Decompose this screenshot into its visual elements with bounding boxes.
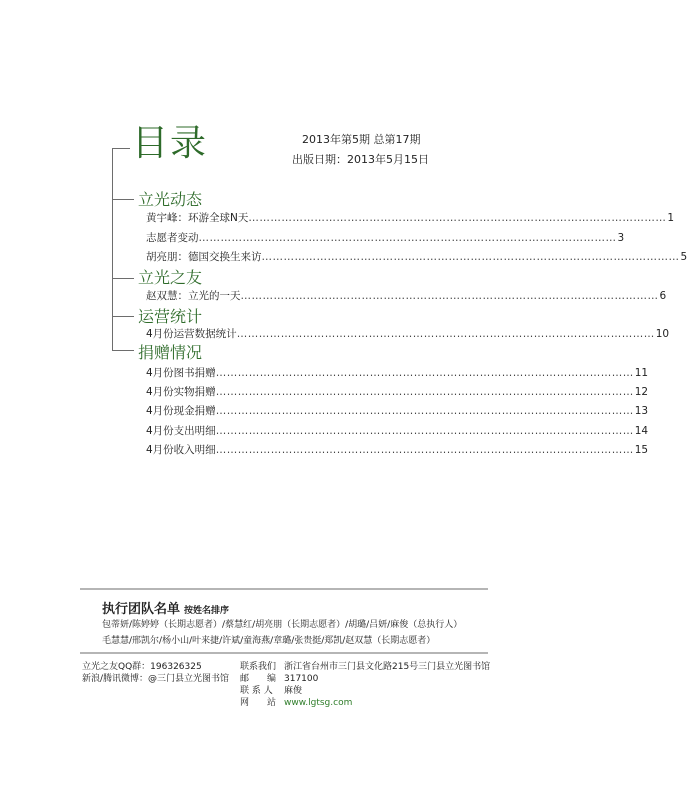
toc-entry-page: 10	[655, 328, 670, 340]
postcode-value: 317100	[284, 674, 319, 684]
section-heading: 运营统计	[138, 307, 203, 326]
toc-entry-title: 4月份支出明细	[146, 425, 216, 437]
toc-entry[interactable]	[146, 404, 649, 418]
section-tick	[112, 316, 134, 317]
toc-entry[interactable]	[146, 443, 649, 457]
team-list-line: 包蒂妍/陈婷婷（长期志愿者）/蔡慧红/胡亮朋（长期志愿者）/胡璐/吕妍/麻俊（总执行人）	[102, 620, 463, 630]
contact-label: 联系我们	[240, 662, 277, 672]
divider	[80, 588, 488, 590]
postcode-label: 邮 编	[240, 674, 277, 684]
toc-leader-dots: ……………………………………………………………………………………………………	[236, 328, 655, 340]
section-tick	[112, 278, 134, 279]
toc-leader-dots: ……………………………………………………………………………………………………	[215, 444, 634, 456]
toc-entry[interactable]	[146, 424, 649, 438]
publish-date: 出版日期：2013年5月15日	[292, 153, 429, 166]
toc-entry-title: 黄宇峰：环游全球N天	[146, 212, 249, 224]
contact-person-value: 麻俊	[284, 686, 303, 696]
toc-entry[interactable]	[146, 385, 649, 399]
toc-entry-page: 13	[634, 405, 649, 417]
weibo: 新浪/腾讯微博：@三门县立光图书馆	[82, 674, 230, 684]
toc-entry-title: 4月份现金捐赠	[146, 405, 216, 417]
toc-entry-page: 3	[617, 232, 625, 244]
toc-entry-page: 1	[667, 212, 675, 224]
toc-entry-page: 14	[634, 425, 649, 437]
contact-person-label: 联 系 人	[240, 686, 273, 696]
toc-leader-dots: ……………………………………………………………………………………………………	[248, 212, 667, 224]
toc-leader-dots: ……………………………………………………………………………………………………	[215, 367, 634, 379]
toc-entry[interactable]	[146, 327, 670, 341]
contact-address: 浙江省台州市三门县文化路215号三门县立光图书馆	[284, 662, 491, 672]
section-heading: 捐赠情况	[138, 343, 203, 362]
toc-entry-title: 4月份实物捐赠	[146, 386, 216, 398]
section-tick	[112, 350, 134, 351]
toc-entry[interactable]	[146, 250, 687, 264]
website-link[interactable]: www.lgtsg.com	[284, 698, 353, 708]
toc-entry-page: 15	[634, 444, 649, 456]
toc-entry[interactable]	[146, 231, 625, 245]
issue-number: 2013年第5期 总第17期	[302, 133, 421, 146]
toc-entry-title: 4月份图书捐赠	[146, 367, 216, 379]
toc-entry-page: 5	[680, 251, 687, 263]
toc-bracket-line	[112, 148, 113, 350]
toc-leader-dots: ……………………………………………………………………………………………………	[215, 386, 634, 398]
toc-leader-dots: ……………………………………………………………………………………………………	[215, 405, 634, 417]
qq-group: 立光之友QQ群：196326325	[82, 662, 202, 672]
website-label: 网 站	[240, 698, 277, 708]
toc-entry-title: 4月份收入明细	[146, 444, 216, 456]
toc-entry[interactable]	[146, 211, 675, 225]
section-tick	[112, 199, 134, 200]
toc-leader-dots: ……………………………………………………………………………………………………	[215, 425, 634, 437]
page-title: 目录	[132, 123, 209, 164]
toc-entry[interactable]	[146, 289, 667, 303]
team-heading	[102, 598, 229, 617]
toc-leader-dots: ……………………………………………………………………………………………………	[261, 251, 680, 263]
toc-entry-title: 4月份运营数据统计	[146, 328, 237, 340]
toc-leader-dots: ……………………………………………………………………………………………………	[198, 232, 617, 244]
section-heading: 立光动态	[138, 190, 203, 209]
toc-entry-page: 11	[634, 367, 649, 379]
toc-entry[interactable]	[146, 366, 649, 380]
toc-entry-title: 志愿者变动	[146, 232, 199, 244]
toc-entry-title: 胡亮朋：德国交换生来访	[146, 251, 262, 263]
toc-leader-dots: ……………………………………………………………………………………………………	[240, 290, 659, 302]
toc-entry-page: 12	[634, 386, 649, 398]
divider	[80, 652, 488, 654]
team-title: 执行团队名单	[102, 602, 181, 617]
title-tick	[112, 148, 130, 149]
team-list-line: 毛慧慧/邢凯尔/杨小山/叶来捷/许斌/童海燕/章璐/张贵挺/郑凯/赵双慧（长期志愿者）	[102, 636, 436, 646]
toc-entry-title: 赵双慧：立光的一天	[146, 290, 241, 302]
section-heading: 立光之友	[138, 268, 203, 287]
team-subtitle: 按姓名排序	[184, 606, 230, 616]
toc-entry-page: 6	[659, 290, 667, 302]
